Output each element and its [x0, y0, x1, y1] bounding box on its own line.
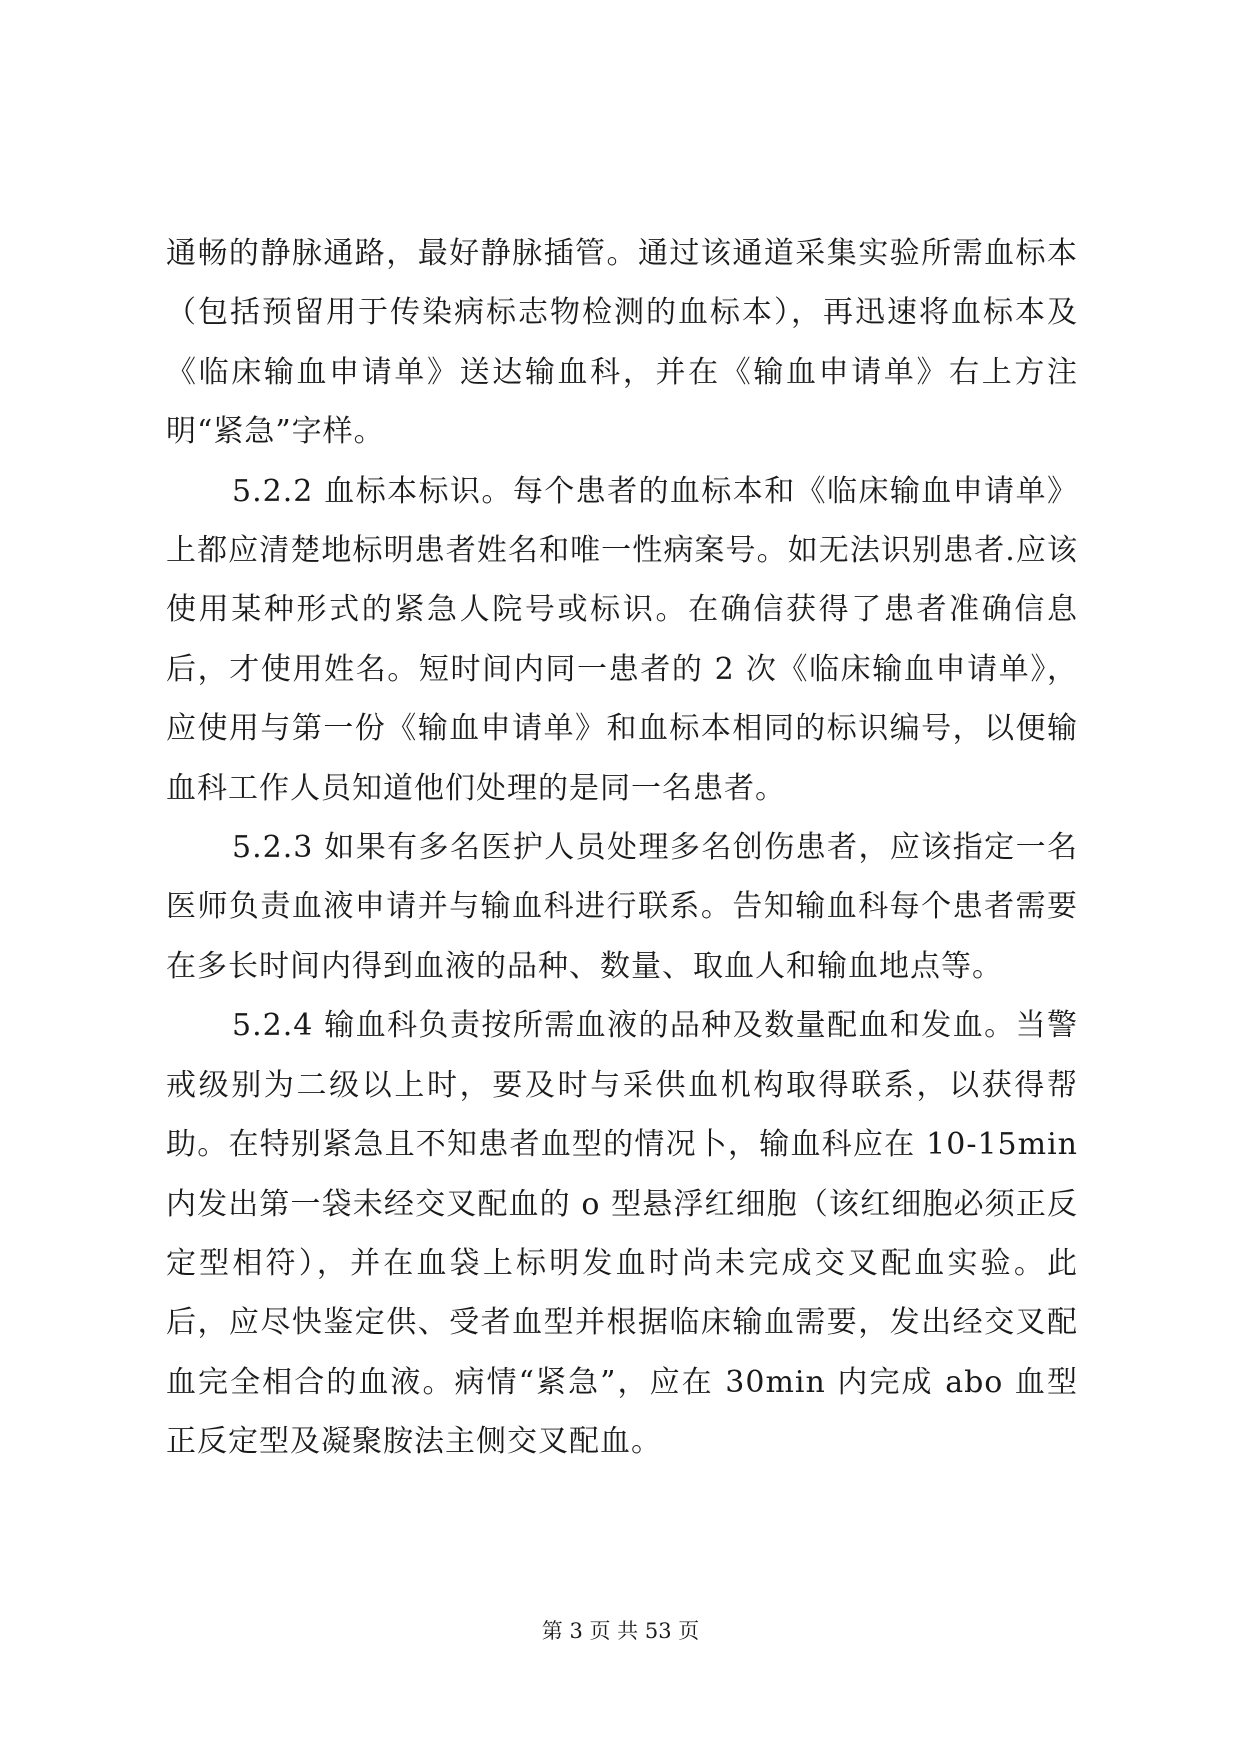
paragraph-5-2-3-contact-physician: 5.2.3 如果有多名医护人员处理多名创伤患者，应该指定一名医师负责血液申请并与输血科进行联系。告知输血科每个患者需要在多长时间内得到血液的品种、数量、取血人和输血地点等。 — [166, 830, 1078, 984]
paragraph-continued-blood-access: 通畅的静脉通路，最好静脉插管。通过该通道采集实验所需血标本（包括预留用于传染病标志物检测的血标本），再迅速将血标本及《临床输血申请单》送达输血科，并在《输血申请单》右上方注明“紧急”字样。 — [166, 236, 1078, 450]
document-body — [166, 224, 1089, 1472]
page-number-footer: 第 3 页 共 53 页 — [541, 1619, 700, 1643]
paragraph-5-2-2-sample-identification: 5.2.2 血标本标识。每个患者的血标本和《临床输血申请单》上都应清楚地标明患者姓名和唯一性病案号。如无法识别患者.应该使用某种形式的紧急人院号或标识。在确信获得了患者准确信息后，才使用姓名。短时间内同一患者的 2 次《临床输血申请单》，应使用与第一份《输血申请单》和血标本相同的标识编号，以便输血科工作人员知道他们处理的是同一名患者。 — [166, 473, 1078, 806]
paragraph-5-2-4-crossmatch-and-issue: 5.2.4 输血科负责按所需血液的品种及数量配血和发血。当警戒级别为二级以上时，要及时与采供血机构取得联系，以获得帮助。在特别紧急且不知患者血型的情况卜，输血科应在 10-15min 内发出第一袋未经交叉配血的 o 型悬浮红细胞（该红细胞必须正反定型相符），并在血袋上标明发血时尚未完成交叉配血实验。此后，应尽快鉴定供、受者血型并根据临床输血需要，发出经交叉配血完全相合的血液。病情“紧急”，应在 30min 内完成 abo 血型正反定型及凝聚胺法主侧交叉配血。 — [166, 1008, 1089, 1460]
